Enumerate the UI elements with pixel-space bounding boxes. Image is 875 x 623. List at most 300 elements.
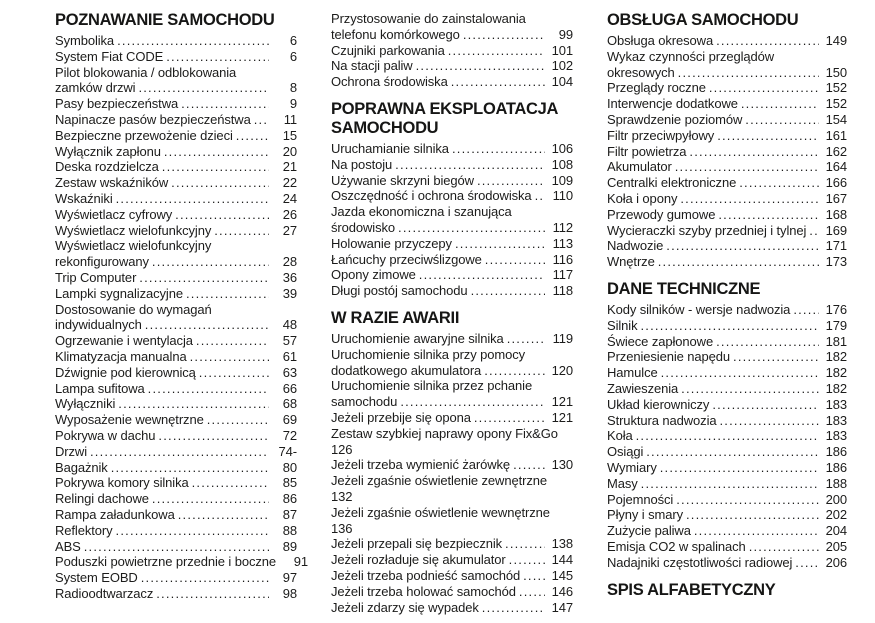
leader-dots [718,207,819,223]
toc-entry [55,96,297,112]
leader-dots [689,144,819,160]
leader-dots [505,536,545,552]
page-number: 80 [282,459,297,475]
page-number: 66 [282,380,297,396]
entry-line [55,49,297,65]
leader-dots [395,157,545,173]
leader-dots [666,238,819,254]
leader-dots [400,394,545,410]
entry-text: Pokrywa komory silnika [55,475,189,491]
entry-text: okresowych [607,64,675,80]
entry-text: Wyposażenie wewnętrzne [55,412,204,428]
toc-entry [331,267,573,283]
page-number: 6 [289,33,297,48]
toc-entry [331,410,573,426]
toc-entry [331,43,573,59]
entry-line [607,365,847,381]
page-number: 112 [552,219,573,235]
page-number: 200 [825,491,847,507]
entry-text: Wskaźniki [55,190,113,206]
toc-entry [55,491,297,507]
toc-entry [607,96,847,112]
entry-line [331,394,573,410]
entry-line [331,426,573,442]
toc-entry [607,492,847,508]
entry-line [55,175,297,191]
entry-line [331,521,573,537]
entry-line [55,33,297,49]
leader-dots [471,283,545,299]
entry-text: Deska rozdzielcza [55,159,159,175]
entry-text: Reflektory [55,522,113,538]
toc-entry [331,378,573,410]
toc-entry [331,252,573,268]
entry-text: Nadwozie [607,238,664,254]
toc-entry [607,254,847,270]
entry-text: Pasy bezpieczeństwa [55,96,179,112]
toc-entry [607,175,847,191]
entry-line [331,157,573,173]
leader-dots [709,80,819,96]
entry-text: Jeżeli przepali się bezpiecznik [331,536,503,552]
leader-dots [139,270,269,286]
entry-text: Jeżeli rozładuje się akumulator [331,552,506,568]
entry-line [331,204,573,220]
entry-line [607,318,847,334]
section-heading: POZNAWANIE SAMOCHODU [55,11,275,29]
section-heading: OBSŁUGA SAMOCHODU [607,11,799,29]
toc-entry [607,49,847,81]
page-number: 147 [551,599,573,615]
entry-line [331,173,573,189]
page-number: 182 [825,365,847,381]
page-number: 168 [825,206,847,222]
leader-dots [523,568,545,584]
page-number: 24 [282,190,297,206]
toc-entry [55,349,297,365]
entry-text: ABS [55,538,81,554]
entry-line [331,267,573,283]
toc-entry [331,173,573,189]
toc-entry [55,586,297,602]
entry-line [607,460,847,476]
leader-dots [719,413,819,429]
leader-dots [166,49,269,65]
toc-entry [55,381,297,397]
leader-dots [152,491,269,507]
page-number: 63 [282,364,297,380]
leader-dots [641,476,819,492]
entry-line [55,381,297,397]
toc-entry [331,600,573,616]
entry-text: Na stacji paliw [331,58,413,74]
toc-entry [607,144,847,160]
entry-line [55,80,297,96]
entry-line [55,317,297,333]
leader-dots [236,128,269,144]
leader-dots [416,58,545,74]
page-number: 106 [551,140,573,156]
entry-text: Pilot blokowania / odblokowania [55,64,237,80]
entry-line [55,349,297,365]
page-number: 138 [551,536,573,552]
page-number: 101 [551,42,573,58]
page-number: 126 [331,441,353,457]
toc-column-1 [55,11,309,623]
page-number: 136 [331,520,353,536]
entry-text: Jeżeli trzeba holować samochód [331,583,516,599]
entry-line [331,363,573,379]
entry-line [331,410,573,426]
page-number: 91 [293,554,309,570]
section-heading: SPIS ALFABETYCZNY [607,580,776,599]
entry-line [607,254,847,270]
entry-text: rekonfigurowany [55,254,149,270]
entry-line [331,11,573,27]
entry-text: Bagażnik [55,459,108,475]
entry-line [607,492,847,508]
entry-text: Dostosowanie do wymagań [55,301,212,317]
entry-text: Świece zapłonowe [607,333,714,349]
entry-text: Silnik [607,317,638,333]
toc-entry [607,460,847,476]
leader-dots [661,365,819,381]
page-number: 87 [282,506,297,522]
entry-line [55,286,297,302]
entry-line [55,112,297,128]
toc-entry [607,428,847,444]
entry-text: Lampa sufitowa [55,380,145,396]
page-number: 176 [825,301,847,317]
entry-line [331,141,573,157]
leader-dots [717,128,819,144]
page-number: 183 [825,428,847,444]
entry-text: Koła i opony [607,190,678,206]
entry-line [607,80,847,96]
entry-text: Rampa załadunkowa [55,506,175,522]
leader-dots [658,254,819,270]
toc-entry [607,413,847,429]
page-number: 182 [825,349,847,365]
leader-dots [477,173,545,189]
entry-line [331,552,573,568]
page-number: 15 [282,127,297,143]
entry-text: Ogrzewanie i wentylacja [55,333,193,349]
entry-text: Przeglądy roczne [607,80,706,96]
toc-column-3 [607,11,847,623]
entry-line [607,144,847,160]
entry-line [55,570,297,586]
toc-entry [607,207,847,223]
page-number: 145 [551,567,573,583]
entry-text: Lampki sygnalizacyjne [55,285,183,301]
entry-line [331,43,573,59]
page-number: 85 [282,475,297,491]
toc-section [607,11,847,270]
page-number: 206 [825,554,847,570]
page-number: 150 [825,64,847,80]
toc-entry [331,568,573,584]
entry-text: Uruchomienie awaryjne silnika [331,330,504,346]
entry-text: Relingi dachowe [55,491,149,507]
leader-dots [452,141,545,157]
toc-entry [607,539,847,555]
page-number: 118 [552,283,573,299]
leader-dots [485,252,545,268]
entry-line [331,283,573,299]
entry-line [607,207,847,223]
entry-line [331,584,573,600]
entry-line [331,457,573,473]
entry-text: Opony zimowe [331,267,416,283]
entry-line [607,413,847,429]
toc-entry [607,223,847,239]
entry-line [55,238,297,254]
page-number: 119 [552,330,573,346]
page-number: 205 [825,538,847,554]
leader-dots [712,397,819,413]
entry-line [607,191,847,207]
entry-line [607,128,847,144]
entry-text: Czujniki parkowania [331,42,445,58]
entry-line [607,381,847,397]
page-number: 162 [825,143,847,159]
toc-entry [55,523,297,539]
leader-dots [451,74,545,90]
entry-line [55,207,297,223]
entry-line [331,378,573,394]
leader-dots [636,428,819,444]
page-number: 146 [551,583,573,599]
leader-dots [111,460,269,476]
page-number: 6 [289,48,297,64]
entry-line [55,554,309,570]
page-number: 108 [551,156,573,172]
entry-text: Holowanie przyczepy [331,235,452,251]
leader-dots [117,33,269,49]
toc-entry [331,536,573,552]
entry-line [607,33,847,49]
entry-text: Oszczędność i ochrona środowiska [331,188,532,204]
entry-line [607,539,847,555]
toc-entry [331,505,573,537]
entry-text: Hamulce [607,365,658,381]
entry-text: Zużycie paliwa [607,523,691,539]
entry-text: Wyłącznik zapłonu [55,143,161,159]
leader-dots [398,220,545,236]
entry-text: Przeniesienie napędu [607,349,731,365]
toc-entry [331,188,573,204]
entry-text: Zawieszenia [607,380,679,396]
page-number: 182 [825,380,847,396]
page-number: 171 [825,238,847,254]
toc-entry [607,302,847,318]
leader-dots [675,159,819,175]
toc-entry [55,238,297,270]
page-number: 39 [282,285,297,301]
page-number: 149 [825,33,847,48]
entry-text: Jeżeli zgaśnie oświetlenie wewnętrzne [331,504,550,520]
leader-dots [186,286,269,302]
entry-line [55,333,297,349]
leader-dots [90,444,269,460]
toc-entry [607,80,847,96]
entry-text: Symbolika [55,33,115,48]
entry-text: Obsługa okresowa [607,33,714,48]
entry-line [331,188,573,204]
page-number: 161 [825,127,847,143]
section-heading: POPRAWNA EKSPLOATACJA SAMOCHODU [331,99,558,137]
entry-text: Kody silników - wersje nadwozia [607,301,791,317]
entry-text: Uruchomienie silnika przy pomocy [331,346,526,362]
entry-text: Sprawdzenie poziomów [607,111,743,127]
page-number: 99 [558,26,573,42]
page-number: 132 [331,488,353,504]
entry-line [55,270,297,286]
toc-entry [607,112,847,128]
page-number: 166 [825,175,847,191]
page-number: 68 [282,396,297,412]
page-number: 27 [282,222,297,238]
entry-line [331,489,573,505]
leader-dots [513,457,545,473]
entry-line [55,475,297,491]
page-number: 179 [825,317,847,333]
entry-line [607,349,847,365]
entry-line [607,555,847,571]
toc-entry [55,302,297,334]
toc-entry [331,283,573,299]
page-number: 186 [825,444,847,460]
toc-entry [55,49,297,65]
toc-entry [55,207,297,223]
entry-text: Na postoju [331,156,393,172]
entry-text: Wyświetlacz cyfrowy [55,206,173,222]
leader-dots [716,334,819,350]
entry-text: Wyłączniki [55,396,116,412]
entry-text: Wycieraczki szyby przedniej i tylnej [607,222,807,238]
entry-line [55,396,297,412]
leader-dots [535,188,545,204]
entry-text: Masy [607,475,638,491]
toc-entry [55,159,297,175]
toc-entry [55,554,309,570]
toc-entry [55,33,297,49]
entry-line [55,539,297,555]
entry-line [331,27,573,43]
toc-entry [55,460,297,476]
entry-line [331,58,573,74]
page-number: 121 [551,394,573,410]
toc-entry [55,412,297,428]
entry-line [607,397,847,413]
entry-text: Pokrywa w dachu [55,427,156,443]
leader-dots [484,363,545,379]
entry-line [55,412,297,428]
toc-entry [607,191,847,207]
entry-line [607,112,847,128]
entry-text: Uruchamianie silnika [331,140,449,156]
leader-dots [171,175,269,191]
entry-line [55,365,297,381]
leader-dots [660,460,819,476]
toc-section [331,100,573,299]
entry-line [607,49,847,65]
entry-line [55,65,297,81]
leader-dots [254,112,269,128]
entry-text: Ochrona środowiska [331,74,448,90]
page-number: 204 [825,523,847,539]
toc-entry [55,128,297,144]
entry-line [331,220,573,236]
entry-text: Napinacze pasów bezpieczeństwa [55,111,251,127]
entry-text: telefonu komórkowego [331,26,460,42]
toc-entry [55,223,297,239]
page-number: 188 [825,475,847,491]
leader-dots [419,267,545,283]
page-number: 89 [282,538,297,554]
toc-entry [55,365,297,381]
entry-text: Zestaw wskaźników [55,175,169,191]
entry-text: Emisja CO2 w spalinach [607,538,746,554]
page-number: 69 [282,412,297,428]
entry-text: Jeżeli trzeba podnieść samochód [331,567,521,583]
leader-dots [716,33,819,49]
entry-text: Jeżeli zgaśnie oświetlenie zewnętrzne [331,473,547,489]
leader-dots [152,254,269,270]
leader-dots [739,175,819,191]
toc-entry [331,157,573,173]
toc-entry [331,74,573,90]
leader-dots [118,396,269,412]
entry-line [331,536,573,552]
entry-text: Wyświetlacz wielofunkcyjny [55,238,212,254]
leader-dots [190,349,269,365]
entry-text: Koła [607,428,633,444]
entry-line [55,507,297,523]
entry-line [331,74,573,90]
entry-line [607,523,847,539]
toc-entry [607,381,847,397]
toc-entry [607,507,847,523]
entry-text: Poduszki powietrzne przednie i boczne [55,554,277,570]
leader-dots [116,523,269,539]
leader-dots [686,507,819,523]
entry-text: Używanie skrzyni biegów [331,172,474,188]
toc-entry [607,334,847,350]
toc-section [55,11,309,602]
toc-entry [607,349,847,365]
entry-text: środowisko [331,219,396,235]
page-number: 144 [551,552,573,568]
entry-line [607,428,847,444]
entry-line [331,600,573,616]
entry-text: Jeżeli przebije się opona [331,409,471,425]
page-number: 183 [825,412,847,428]
page-number: 109 [551,172,573,188]
entry-line [607,65,847,81]
entry-line [607,223,847,239]
toc-entry [55,444,297,460]
entry-text: Jazda ekonomiczna i szanująca [331,204,512,220]
leader-dots [482,600,545,616]
page-number: 97 [282,570,297,586]
toc-section [331,309,573,615]
leader-dots [676,492,819,508]
entry-text: Interwencje dodatkowe [607,96,738,112]
leader-dots [164,144,269,160]
entry-line [607,334,847,350]
